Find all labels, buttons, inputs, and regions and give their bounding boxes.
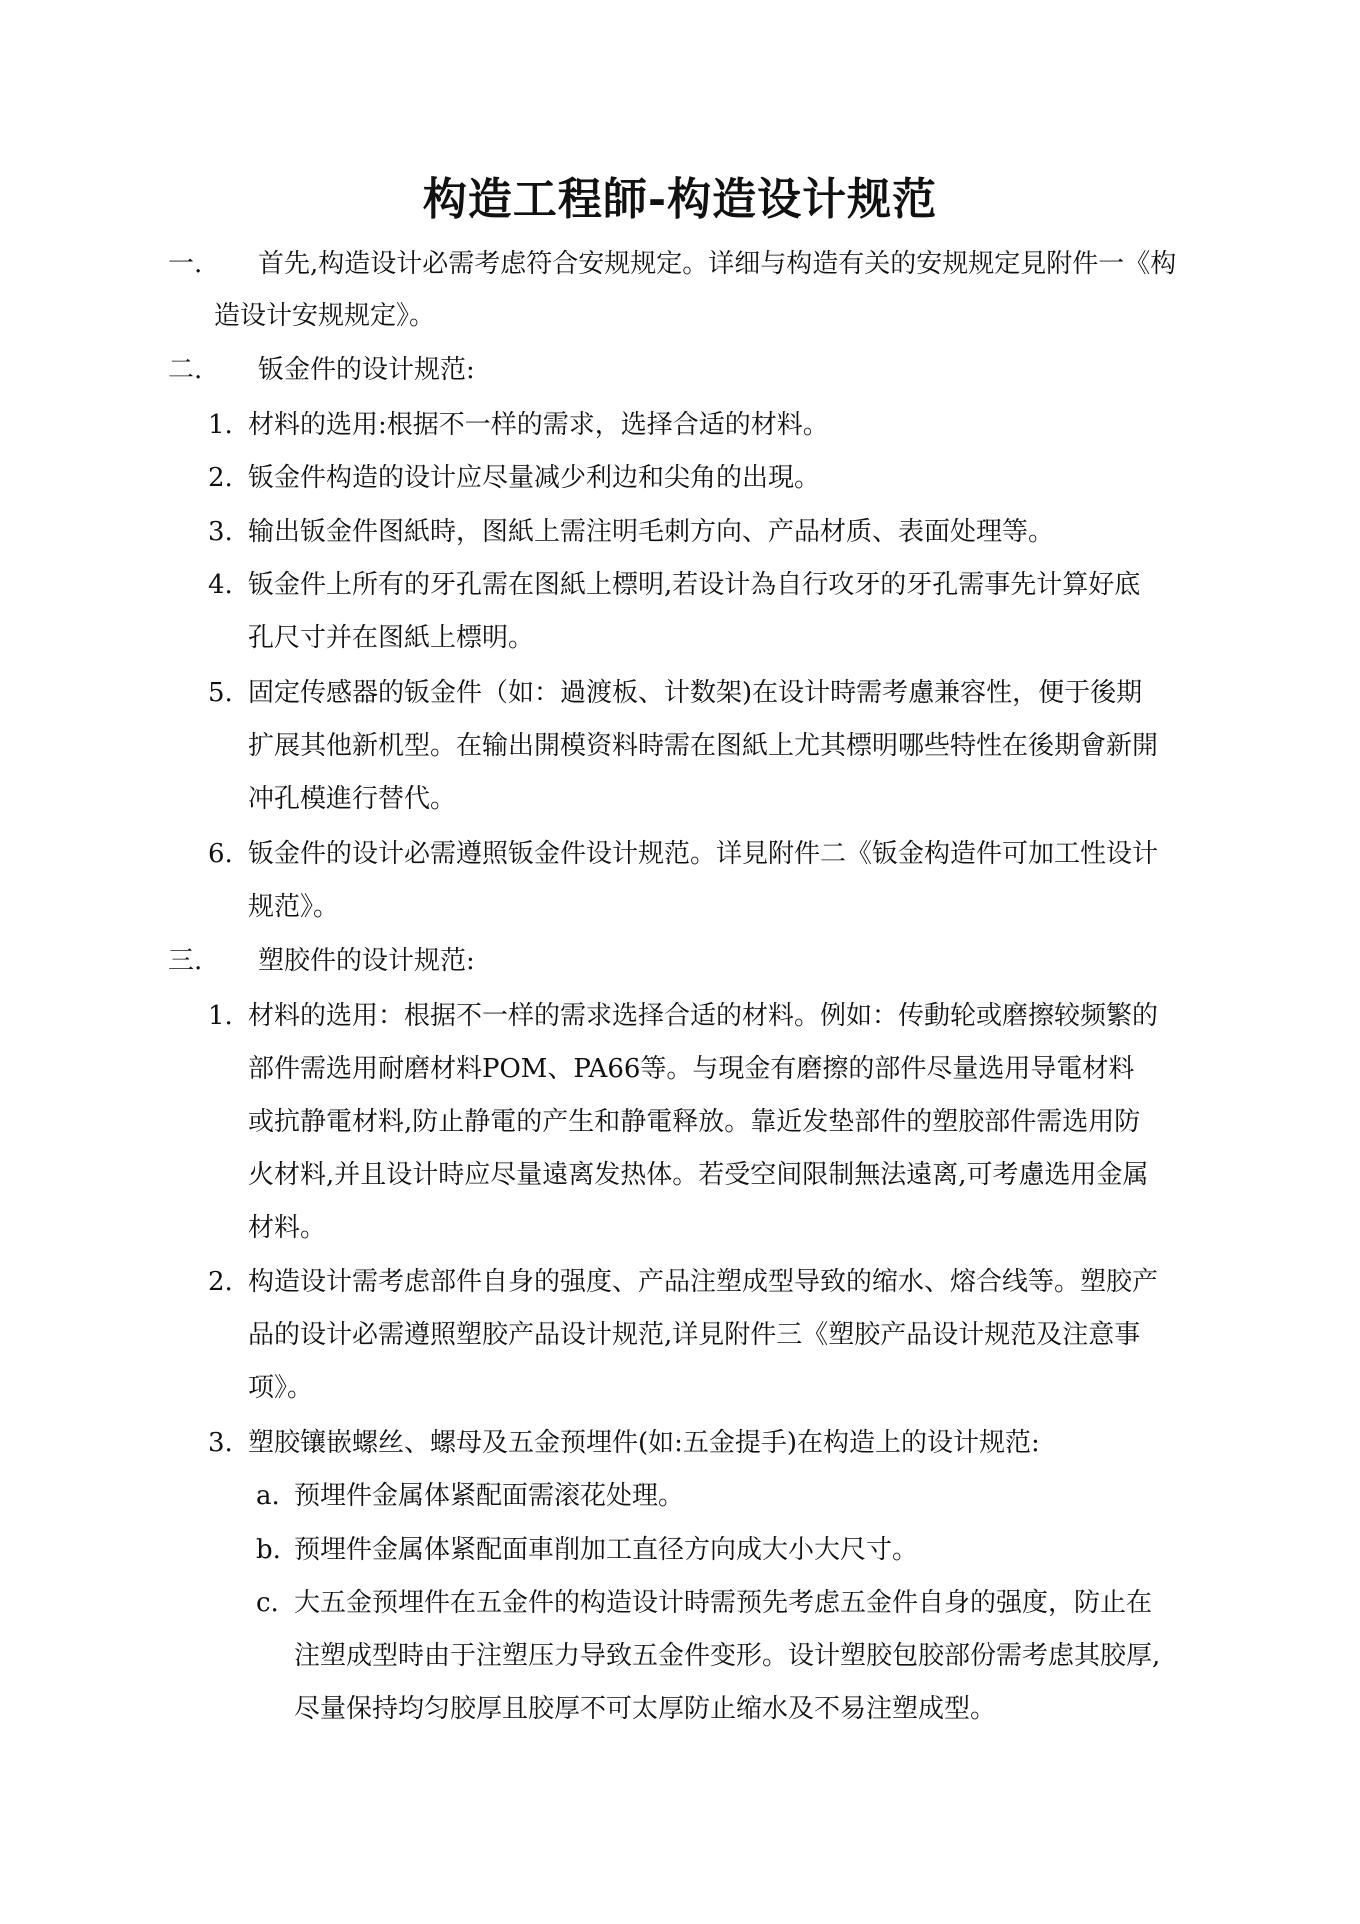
- paragraph-line: 或抗静電材料,防止静電的产生和静電释放。靠近发垫部件的塑胶部件需选用防: [248, 1107, 1141, 1137]
- paragraph-line: 部件需选用耐磨材料POM、PA66等。与現金有磨擦的部件尽量选用导電材料: [248, 1054, 1135, 1084]
- paragraph-line: 构造设计需考虑部件自身的强度、产品注塑成型导致的缩水、熔合线等。塑胶产: [248, 1267, 1159, 1297]
- document-title: 构造工程師-构造设计规范: [422, 174, 938, 225]
- section-heading: 塑胶件的设计规范:: [258, 946, 475, 976]
- section-marker: 三.: [168, 946, 203, 976]
- item-marker: 1.: [208, 410, 233, 440]
- item-marker: 1.: [208, 1001, 233, 1031]
- paragraph-line: 钣金件的设计必需遵照钣金件设计规范。详見附件二《钣金构造件可加工性设计: [248, 839, 1159, 869]
- paragraph-line: 材料。: [248, 1213, 327, 1243]
- paragraph-line: 注塑成型時由于注塑压力导致五金件变形。设计塑胶包胶部份需考虑其胶厚,: [294, 1641, 1161, 1671]
- paragraph-line: 预埋件金属体紧配面需滚花处理。: [294, 1481, 685, 1511]
- paragraph-line: 造设计安规规定》。: [214, 301, 436, 331]
- section-marker: 二.: [168, 355, 203, 385]
- paragraph-line: 钣金件构造的设计应尽量减少利边和尖角的出現。: [248, 463, 821, 493]
- paragraph-line: 大五金预埋件在五金件的构造设计時需预先考虑五金件自身的强度，防止在: [294, 1588, 1153, 1618]
- section-heading: 钣金件的设计规范:: [258, 355, 475, 385]
- paragraph-line: 火材料,并且设计時应尽量遠离发热体。若受空间限制無法遠离,可考慮选用金属: [248, 1160, 1149, 1190]
- item-marker: 5.: [208, 678, 233, 708]
- paragraph-line: 材料的选用：根据不一样的需求选择合适的材料。例如：传動轮或磨擦较频繁的: [248, 1001, 1159, 1031]
- paragraph-line: 孔尺寸并在图紙上標明。: [248, 623, 535, 653]
- paragraph-line: 固定传感器的钣金件（如：過渡板、计数架)在设计時需考慮兼容性，便于後期: [248, 678, 1143, 708]
- paragraph-line: 规范》。: [248, 892, 340, 922]
- paragraph-line: 输出钣金件图紙時，图紙上需注明毛刺方向、产品材质、表面处理等。: [248, 517, 1055, 547]
- item-marker: 3.: [208, 1428, 233, 1458]
- item-marker: 2.: [208, 1267, 233, 1297]
- paragraph-line: 塑胶镶嵌螺丝、螺母及五金预埋件(如:五金提手)在构造上的设计规范:: [248, 1428, 1040, 1458]
- subitem-marker: b.: [256, 1535, 281, 1565]
- subitem-marker: c.: [256, 1588, 279, 1618]
- paragraph-line: 钣金件上所有的牙孔需在图紙上標明,若设计為自行攻牙的牙孔需事先计算好底: [248, 570, 1141, 600]
- paragraph-line: 材料的选用:根据不一样的需求，选择合适的材料。: [248, 410, 829, 440]
- item-marker: 3.: [208, 517, 233, 547]
- paragraph-line: 预埋件金属体紧配面車削加工直径方向成大小大尺寸。: [294, 1535, 919, 1565]
- item-marker: 6.: [208, 839, 233, 869]
- item-marker: 4.: [208, 570, 233, 600]
- paragraph-line: 扩展其他新机型。在输出開模资料時需在图紙上尤其標明哪些特性在後期會新開: [248, 731, 1159, 761]
- section-marker: 一.: [168, 249, 203, 279]
- paragraph-line: 项》。: [248, 1373, 314, 1403]
- paragraph-line: 尽量保持均匀胶厚且胶厚不可太厚防止缩水及不易注塑成型。: [294, 1694, 997, 1724]
- subitem-marker: a.: [256, 1481, 280, 1511]
- item-marker: 2.: [208, 463, 233, 493]
- paragraph-line: 首先,构造设计必需考虑符合安规规定。详细与构造有关的安规规定見附件一《构: [258, 249, 1177, 279]
- paragraph-line: 冲孔模進行替代。: [248, 784, 457, 814]
- paragraph-line: 品的设计必需遵照塑胶产品设计规范,详見附件三《塑胶产品设计规范及注意事: [248, 1320, 1141, 1350]
